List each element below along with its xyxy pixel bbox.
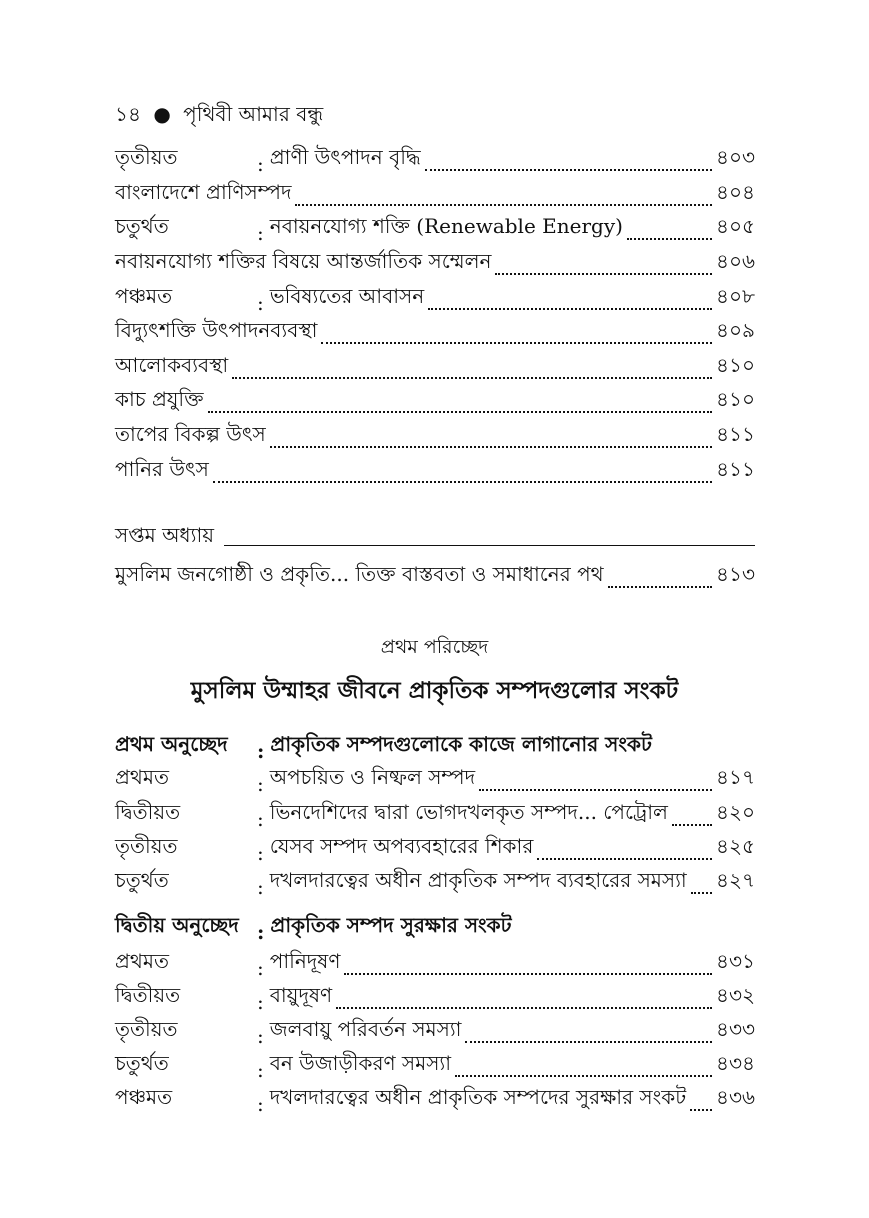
- chapter-title: মুসলিম জনগোষ্ঠী ও প্রকৃতি... তিক্ত বাস্তবতা ও সমাধানের পথ: [115, 562, 604, 586]
- section-separator: :: [257, 920, 265, 944]
- entry-title: নবায়নযোগ্য শক্তির বিষয়ে আন্তর্জাতিক সম্মেলন: [115, 249, 492, 273]
- entry-page: ৪১১: [716, 457, 755, 481]
- chapter-label: সপ্তম অধ্যায়: [115, 523, 215, 547]
- entry-page: ৪২০: [716, 800, 755, 824]
- dot-leader: [425, 168, 712, 171]
- entry-page: ৪০৮: [716, 284, 755, 308]
- entry-page: ৪২৭: [716, 868, 755, 892]
- toc-entry: [115, 1086, 755, 1116]
- entry-separator: :: [257, 875, 264, 899]
- dot-leader: [232, 376, 712, 379]
- entry-separator: :: [257, 1058, 264, 1082]
- dot-leader: [428, 307, 712, 310]
- section-separator: :: [257, 739, 265, 763]
- toc-entry: [115, 423, 755, 453]
- entry-page: ৪৩১: [716, 949, 755, 973]
- dot-leader: [691, 891, 712, 894]
- toc-entry: [115, 1052, 755, 1082]
- entry-title: ভবিষ্যতের আবাসন: [269, 284, 425, 308]
- section-title: প্রাকৃতিক সম্পদ সুরক্ষার সংকট: [270, 913, 512, 937]
- entry-page: ৪০৪: [716, 180, 755, 204]
- entry-separator: :: [257, 956, 264, 980]
- entry-title: দখলদারত্বের অধীন প্রাকৃতিক সম্পদ ব্যবহারের সমস্যা: [269, 868, 687, 892]
- toc-entry: [115, 285, 755, 315]
- entry-title: দখলদারত্বের অধীন প্রাকৃতিক সম্পদের সুরক্ষার সংকট: [269, 1085, 687, 1109]
- entry-label: পঞ্চমত: [115, 1085, 173, 1109]
- toc-entry: [115, 766, 755, 796]
- dot-leader: [336, 1006, 712, 1009]
- entry-title: তাপের বিকল্প উৎস: [115, 422, 266, 446]
- dot-leader: [690, 1108, 712, 1111]
- entry-label: চতুর্থত: [115, 868, 169, 892]
- entry-label: পঞ্চমত: [115, 284, 173, 308]
- entry-separator: :: [257, 1024, 264, 1048]
- section-label: দ্বিতীয় অনুচ্ছেদ: [115, 913, 239, 937]
- section-heading: [115, 733, 755, 763]
- toc-entry: [115, 146, 755, 176]
- entry-title: ভিনদেশিদের দ্বারা ভোগদখলকৃত সম্পদ... পেট্রোল: [269, 800, 668, 824]
- entry-label: প্রথমত: [115, 765, 169, 789]
- entry-page: ৪১০: [716, 387, 755, 411]
- entry-page: ৪০৫: [716, 214, 755, 238]
- entry-label: দ্বিতীয়ত: [115, 983, 181, 1007]
- header-bullet: ●: [153, 102, 171, 126]
- entry-page: ৪৩৬: [716, 1085, 755, 1109]
- toc-entry: [115, 181, 755, 211]
- entry-title: নবায়নযোগ্য শক্তি (Renewable Energy): [269, 214, 623, 238]
- chapter-entry: [115, 563, 755, 593]
- entry-title: প্রাণী উৎপাদন বৃদ্ধি: [269, 145, 421, 169]
- entry-page: ৪১০: [716, 353, 755, 377]
- entry-label: চতুর্থত: [115, 1051, 169, 1075]
- entry-title: বিদ্যুৎশক্তি উৎপাদনব্যবস্থা: [115, 318, 318, 342]
- entry-page: ৪১১: [716, 422, 755, 446]
- entry-separator: :: [257, 772, 264, 796]
- toc-entry: [115, 354, 755, 384]
- entry-title: জলবায়ু পরিবর্তন সমস্যা: [269, 1017, 462, 1041]
- dot-leader: [465, 1040, 712, 1043]
- entry-title: বায়ুদূষণ: [269, 983, 333, 1007]
- entry-page: ৪০৯: [716, 318, 755, 342]
- header-page-number: ১৪: [115, 102, 141, 126]
- dot-leader: [627, 237, 712, 240]
- dot-leader: [270, 445, 712, 448]
- entry-title: কাচ প্রযুক্তি: [115, 387, 204, 411]
- toc-entry: [115, 869, 755, 899]
- entry-page: ৪৩৩: [716, 1017, 755, 1041]
- entry-title: পানির উৎস: [115, 457, 209, 481]
- dot-leader: [608, 585, 712, 588]
- part-heading: মুসলিম উম্মাহর জীবনে প্রাকৃতিক সম্পদগুলোর সংকট: [190, 677, 679, 704]
- toc-entry: [115, 458, 755, 488]
- entry-label: তৃতীয়ত: [115, 1017, 178, 1041]
- header-book-title: পৃথিবী আমার বন্ধু: [183, 102, 324, 126]
- dot-leader: [208, 410, 712, 413]
- entry-page: ৪০৩: [716, 145, 755, 169]
- dot-leader: [672, 823, 712, 826]
- entry-separator: :: [257, 841, 264, 865]
- entry-label: দ্বিতীয়ত: [115, 800, 181, 824]
- dot-leader: [321, 341, 712, 344]
- section-label: প্রথম অনুচ্ছেদ: [115, 732, 228, 756]
- dot-leader: [213, 480, 712, 483]
- entry-separator: :: [257, 990, 264, 1014]
- dot-leader: [295, 203, 712, 206]
- chapter-rule: [224, 545, 755, 546]
- entry-page: ৪১৭: [716, 765, 755, 789]
- entry-separator: :: [257, 1092, 264, 1116]
- toc-entry: [115, 801, 755, 831]
- entry-label: প্রথমত: [115, 949, 169, 973]
- entry-title: বন উজাড়ীকরণ সমস্যা: [269, 1051, 452, 1075]
- entry-title: অপচয়িত ও নিষ্ফল সম্পদ: [269, 765, 476, 789]
- toc-entry: [115, 319, 755, 349]
- entry-label: তৃতীয়ত: [115, 834, 178, 858]
- entry-page: ৪২৫: [716, 834, 755, 858]
- chapter-heading: [115, 524, 755, 554]
- chapter-page: ৪১৩: [716, 562, 755, 586]
- toc-entry: [115, 250, 755, 280]
- entry-separator: :: [257, 807, 264, 831]
- section-title: প্রাকৃতিক সম্পদগুলোকে কাজে লাগানোর সংকট: [270, 732, 652, 756]
- entry-page: ৪০৬: [716, 249, 755, 273]
- entry-label: চতুর্থত: [115, 214, 169, 238]
- dot-leader: [479, 788, 712, 791]
- entry-separator: :: [257, 291, 264, 315]
- toc-entry: [115, 984, 755, 1014]
- toc-entry: [115, 835, 755, 865]
- toc-entry: [115, 388, 755, 418]
- dot-leader: [455, 1074, 712, 1077]
- entry-title: বাংলাদেশে প্রাণিসম্পদ: [115, 180, 292, 204]
- entry-title: পানিদূষণ: [269, 949, 341, 973]
- entry-separator: :: [257, 152, 264, 176]
- entry-title: আলোকব্যবস্থা: [115, 353, 229, 377]
- toc-entry: [115, 1018, 755, 1048]
- toc-entry: [115, 950, 755, 980]
- entry-page: ৪৩২: [716, 983, 755, 1007]
- section-heading: [115, 914, 755, 944]
- part-subheading: প্রথম পরিচ্ছেদ: [380, 636, 489, 658]
- entry-separator: :: [257, 221, 264, 245]
- entry-page: ৪৩৪: [716, 1051, 755, 1075]
- toc-entry: [115, 215, 755, 245]
- dot-leader: [344, 972, 712, 975]
- dot-leader: [537, 857, 712, 860]
- dot-leader: [495, 272, 712, 275]
- entry-label: তৃতীয়ত: [115, 145, 178, 169]
- running-header: [115, 100, 323, 133]
- entry-title: যেসব সম্পদ অপব্যবহারের শিকার: [269, 834, 534, 858]
